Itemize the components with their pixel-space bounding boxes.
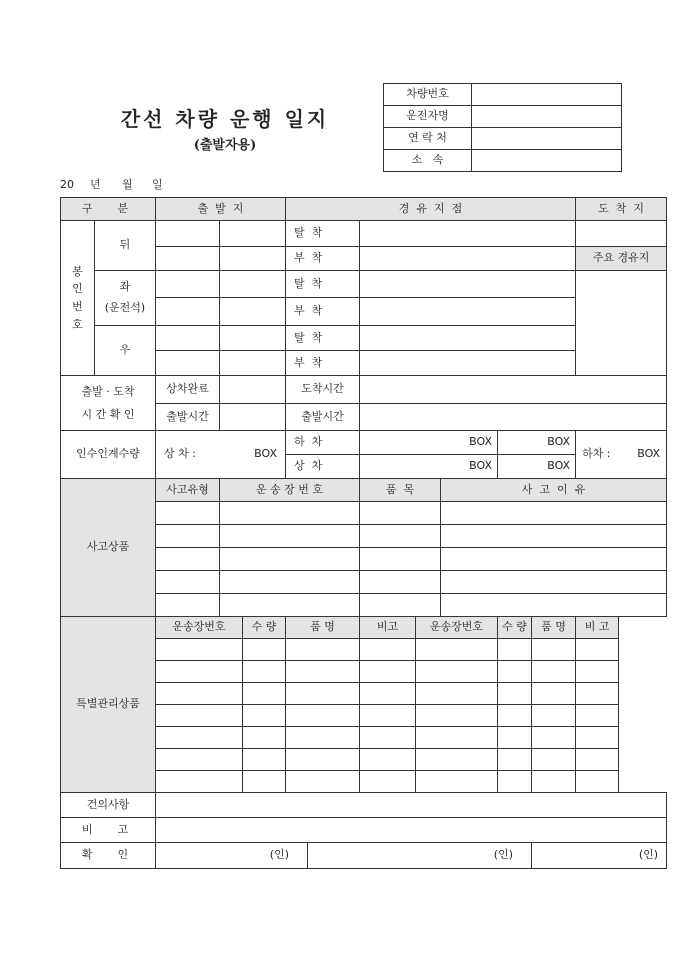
special-waybill-header: 운송장번호 [156,617,243,639]
special-cell[interactable] [532,705,576,727]
special-cell[interactable] [416,771,498,793]
handover-loading[interactable]: 상 차 : BOX [156,431,286,479]
special-waybill-header-2: 운송장번호 [416,617,498,639]
accident-cell[interactable] [441,571,667,594]
accident-cell[interactable] [360,548,441,571]
accident-cell[interactable] [156,571,220,594]
departure-time-label: 출발시간 [156,404,220,431]
special-cell[interactable] [498,639,532,661]
load-row-label: 상 차 [286,455,360,479]
special-cell[interactable] [156,705,243,727]
handover-label: 인수인계수량 [61,431,156,479]
contact-label: 연 락 처 [384,128,472,150]
accident-cell[interactable] [156,525,220,548]
handover-unload-final[interactable]: 하차 : BOX [576,431,667,479]
seal-number-label: 봉 인 번 호 [61,221,95,376]
special-note-header-2: 비 고 [576,617,619,639]
remarks-row [61,818,667,843]
special-cell[interactable] [243,683,286,705]
special-cell[interactable] [498,661,532,683]
special-cell[interactable] [156,639,243,661]
accident-cell[interactable] [360,594,441,617]
special-cell[interactable] [416,661,498,683]
driver-name-row [384,106,622,128]
accident-cell[interactable] [220,548,360,571]
special-cell[interactable] [286,705,360,727]
special-cell[interactable] [576,771,619,793]
page-subtitle: (출발자용) [193,138,257,153]
seal-row-left-attach [61,271,667,298]
special-cell[interactable] [286,749,360,771]
accident-goods-label: 사고상품 [61,479,156,617]
special-cell[interactable] [498,705,532,727]
arrival-cell[interactable] [576,221,667,247]
special-cell[interactable] [156,661,243,683]
accident-cell[interactable] [220,525,360,548]
handover-row-unload [61,431,667,455]
detach-label: 부 착 [286,351,360,376]
seal-cell[interactable] [156,271,220,298]
seal-signature-3[interactable]: (인) [532,843,667,869]
vehicle-number-row [384,84,622,106]
seal-cell[interactable] [156,351,220,376]
special-cell[interactable] [360,683,416,705]
remarks-label: 비 고 [61,818,156,843]
accident-cell[interactable] [156,502,220,525]
special-cell[interactable] [286,639,360,661]
special-cell[interactable] [286,771,360,793]
affiliation-label: 소 속 [384,150,472,172]
vehicle-number-label: 차량번호 [384,84,472,106]
column-header-row [61,198,667,221]
departure-time-label-2: 출발시간 [286,404,360,431]
special-qty-header: 수 량 [243,617,286,639]
special-cell[interactable] [498,749,532,771]
special-cell[interactable] [416,727,498,749]
departure-header: 출 발 지 [156,198,286,221]
seal-cell[interactable] [220,351,286,376]
attach-label: 탈 착 [286,271,360,298]
suggestions-label: 건의사항 [61,793,156,818]
main-waypoints-field[interactable] [576,271,667,376]
special-cell[interactable] [576,705,619,727]
arrival-header: 도 착 지 [576,198,667,221]
seal-cell[interactable] [220,326,286,351]
seal-cell[interactable] [156,326,220,351]
main-waypoints-label: 주요 경유지 [576,247,667,271]
special-cell[interactable] [243,705,286,727]
special-header-row [61,617,667,639]
special-cell[interactable] [576,727,619,749]
special-cell[interactable] [416,705,498,727]
seal-row-rear-attach [61,221,667,247]
special-cell[interactable] [360,705,416,727]
seal-cell[interactable] [156,221,220,247]
accident-reason-header: 사 고 이 유 [441,479,667,502]
special-cell[interactable] [576,749,619,771]
waybill-number-header: 운 송 장 번 호 [220,479,360,502]
seal-cell[interactable] [156,298,220,326]
driver-name-field[interactable] [472,106,622,128]
date-month-label: 월 [122,178,133,191]
special-cell[interactable] [532,639,576,661]
special-cell[interactable] [576,661,619,683]
accident-cell[interactable] [220,502,360,525]
seal-signature-1[interactable]: (인) [156,843,308,869]
accident-cell[interactable] [156,548,220,571]
affiliation-row [384,150,622,172]
accident-cell[interactable] [220,594,360,617]
accident-cell[interactable] [220,571,360,594]
loading-done-field[interactable] [220,376,286,404]
seal-cell[interactable] [220,221,286,247]
unload-box-2[interactable]: BOX [498,431,576,455]
vehicle-number-field[interactable] [472,84,622,106]
special-cell[interactable] [156,683,243,705]
special-cell[interactable] [532,683,576,705]
date-day-label: 일 [152,178,163,191]
load-box-2[interactable]: BOX [498,455,576,479]
page-title: 간선 차량 운행 일지 [120,107,330,131]
special-cell[interactable] [498,683,532,705]
seal-cell[interactable] [220,247,286,271]
check-row [61,843,667,869]
special-cell[interactable] [156,727,243,749]
special-cell[interactable] [532,749,576,771]
special-cell[interactable] [243,639,286,661]
vehicle-info-table [383,83,622,172]
attach-label: 탈 착 [286,221,360,247]
accident-cell[interactable] [360,571,441,594]
special-cell[interactable] [360,749,416,771]
accident-cell[interactable] [441,525,667,548]
accident-cell[interactable] [360,525,441,548]
special-cell[interactable] [498,771,532,793]
accident-cell[interactable] [441,548,667,571]
seal-cell[interactable] [360,351,576,376]
arrival-time-field[interactable] [360,376,667,404]
seal-cell[interactable] [360,298,576,326]
seal-cell[interactable] [360,247,576,271]
unload-box-1[interactable]: BOX [360,431,498,455]
special-cell[interactable] [416,639,498,661]
seal-cell[interactable] [360,326,576,351]
accident-cell[interactable] [360,502,441,525]
special-cell[interactable] [360,727,416,749]
special-cell[interactable] [360,661,416,683]
special-cell[interactable] [360,639,416,661]
accident-cell[interactable] [441,594,667,617]
suggestions-row [61,793,667,818]
date-year[interactable]: 20 [60,178,74,191]
seal-cell[interactable] [156,247,220,271]
special-goods-label: 특별관리상품 [61,617,156,793]
accident-type-header: 사고유형 [156,479,220,502]
special-item-header-2: 품 명 [532,617,576,639]
attach-label: 탈 착 [286,326,360,351]
special-cell[interactable] [416,749,498,771]
suggestions-field[interactable] [156,793,667,818]
special-cell[interactable] [576,639,619,661]
arrival-time-label: 도착시간 [286,376,360,404]
seal-right-label: 우 [95,326,156,376]
detach-label: 부 착 [286,247,360,271]
load-box-1[interactable]: BOX [360,455,498,479]
loading-done-label: 상차완료 [156,376,220,404]
special-cell[interactable] [498,727,532,749]
special-qty-header-2: 수 량 [498,617,532,639]
special-cell[interactable] [243,661,286,683]
special-cell[interactable] [156,771,243,793]
seal-cell[interactable] [220,298,286,326]
accident-cell[interactable] [441,502,667,525]
accident-cell[interactable] [156,594,220,617]
time-confirm-row-1 [61,376,667,404]
special-cell[interactable] [576,683,619,705]
seal-left-label: 좌 (운전석) [95,271,156,326]
special-cell[interactable] [532,727,576,749]
special-cell[interactable] [532,771,576,793]
unload-row-label: 하 차 [286,431,360,455]
accident-header-row [61,479,667,502]
detach-label: 부 착 [286,298,360,326]
check-label: 확 인 [61,843,156,869]
special-cell[interactable] [416,683,498,705]
special-cell[interactable] [243,727,286,749]
seal-cell[interactable] [360,221,576,247]
affiliation-field[interactable] [472,150,622,172]
departure-time-field-2[interactable] [360,404,667,431]
category-header: 구 분 [61,198,156,221]
contact-row [384,128,622,150]
main-log-table [60,197,667,869]
time-confirm-label: 출발 · 도착 시 간 확 인 [61,376,156,431]
seal-signature-2[interactable]: (인) [308,843,532,869]
seal-rear-label: 뒤 [95,221,156,271]
date-year-label: 년 [90,178,101,191]
special-cell[interactable] [243,771,286,793]
special-item-header: 품 명 [286,617,360,639]
special-cell[interactable] [286,727,360,749]
date-line [60,176,163,192]
seal-cell[interactable] [220,271,286,298]
departure-time-field[interactable] [220,404,286,431]
seal-cell[interactable] [360,271,576,298]
driver-name-label: 운전자명 [384,106,472,128]
special-cell[interactable] [286,661,360,683]
special-note-header: 비고 [360,617,416,639]
waypoint-header: 경 유 지 점 [286,198,576,221]
special-cell[interactable] [360,771,416,793]
special-cell[interactable] [156,749,243,771]
item-header: 품 목 [360,479,441,502]
special-cell[interactable] [532,661,576,683]
contact-field[interactable] [472,128,622,150]
remarks-field[interactable] [156,818,667,843]
special-cell[interactable] [286,683,360,705]
special-cell[interactable] [243,749,286,771]
